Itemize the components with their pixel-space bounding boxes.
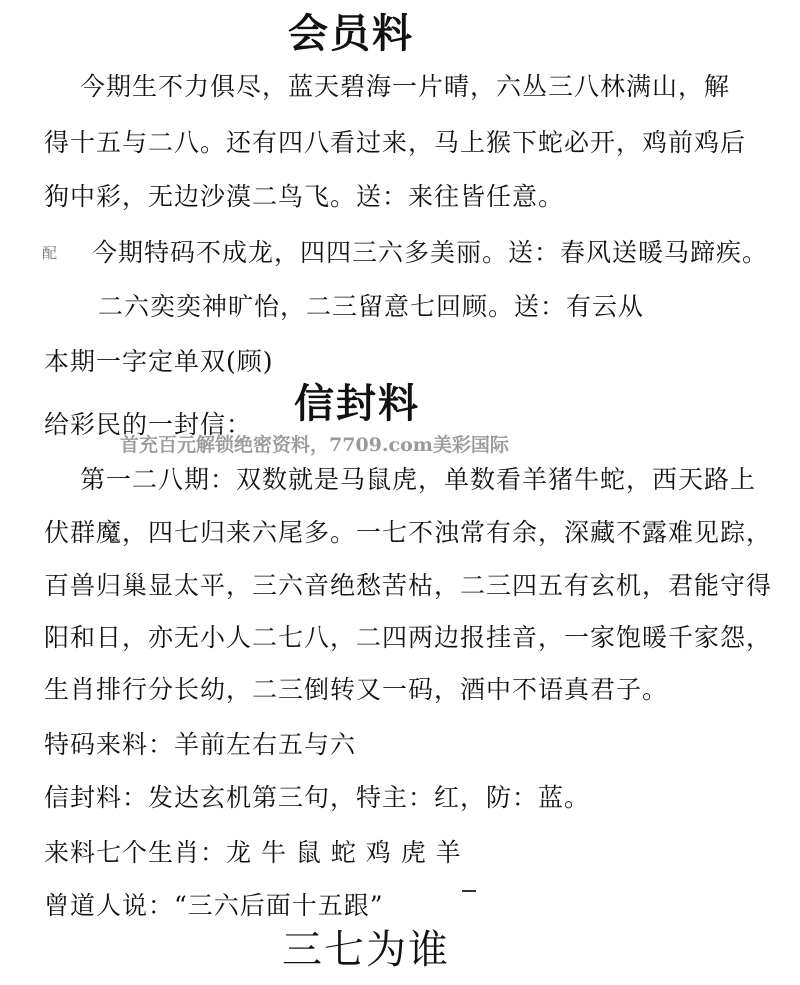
- letter-line-5: 生肖排行分长幼，二三倒转又一码，酒中不语真君子。: [44, 675, 669, 704]
- member-line-1: 今期生不力俱尽，蓝天碧海一片晴，六丛三八林满山，解: [80, 72, 731, 101]
- letter-line-3: 百兽归巢显太平，三六音绝愁苦枯，二三四五有玄机，君能守得: [44, 571, 773, 600]
- final-title: 三七为谁: [282, 927, 450, 973]
- stray-mark: [462, 890, 476, 892]
- note-envelope: 信封料：发达玄机第三句，特主：红，防：蓝。: [44, 783, 591, 812]
- member-title: 会员料: [288, 10, 414, 57]
- letter-intro: 给彩民的一封信：: [44, 410, 253, 439]
- note-special-code: 特码来料：羊前左右五与六: [44, 730, 357, 759]
- letter-line-1: 第一二八期：双数就是马鼠虎，单数看羊猪牛蛇，西天路上: [80, 465, 757, 494]
- member-line-6: 本期一字定单双(顾): [44, 347, 274, 376]
- member-line-3: 狗中彩，无边沙漠二鸟飞。送：来往皆任意。: [44, 182, 565, 211]
- note-taoist-says: 曾道人说：“三六后面十五跟”: [44, 891, 384, 920]
- letter-line-2: 伏群魔，四七归来六尾多。一七不浊常有余，深藏不露难见踪，: [44, 518, 773, 547]
- member-line-4-prefix: 配: [42, 244, 59, 262]
- letter-line-4: 阳和日，亦无小人二七八，二四两边报挂音，一家饱暖千家怨，: [44, 623, 773, 652]
- member-line-5: 二六奕奕神旷怡，二三留意七回顾。送：有云从: [98, 292, 645, 321]
- letter-title: 信封料: [294, 380, 420, 427]
- note-seven-zodiacs: 来料七个生肖：龙 牛 鼠 蛇 鸡 虎 羊: [44, 838, 462, 867]
- member-line-2: 得十五与二八。还有四八看过来，马上猴下蛇必开，鸡前鸡后: [44, 128, 747, 157]
- watermark-text: 首充百元解锁绝密资料，7709.com美彩国际: [120, 434, 509, 456]
- member-line-4: 今期特码不成龙，四四三六多美丽。送：春风送暖马蹄疾。: [92, 238, 769, 267]
